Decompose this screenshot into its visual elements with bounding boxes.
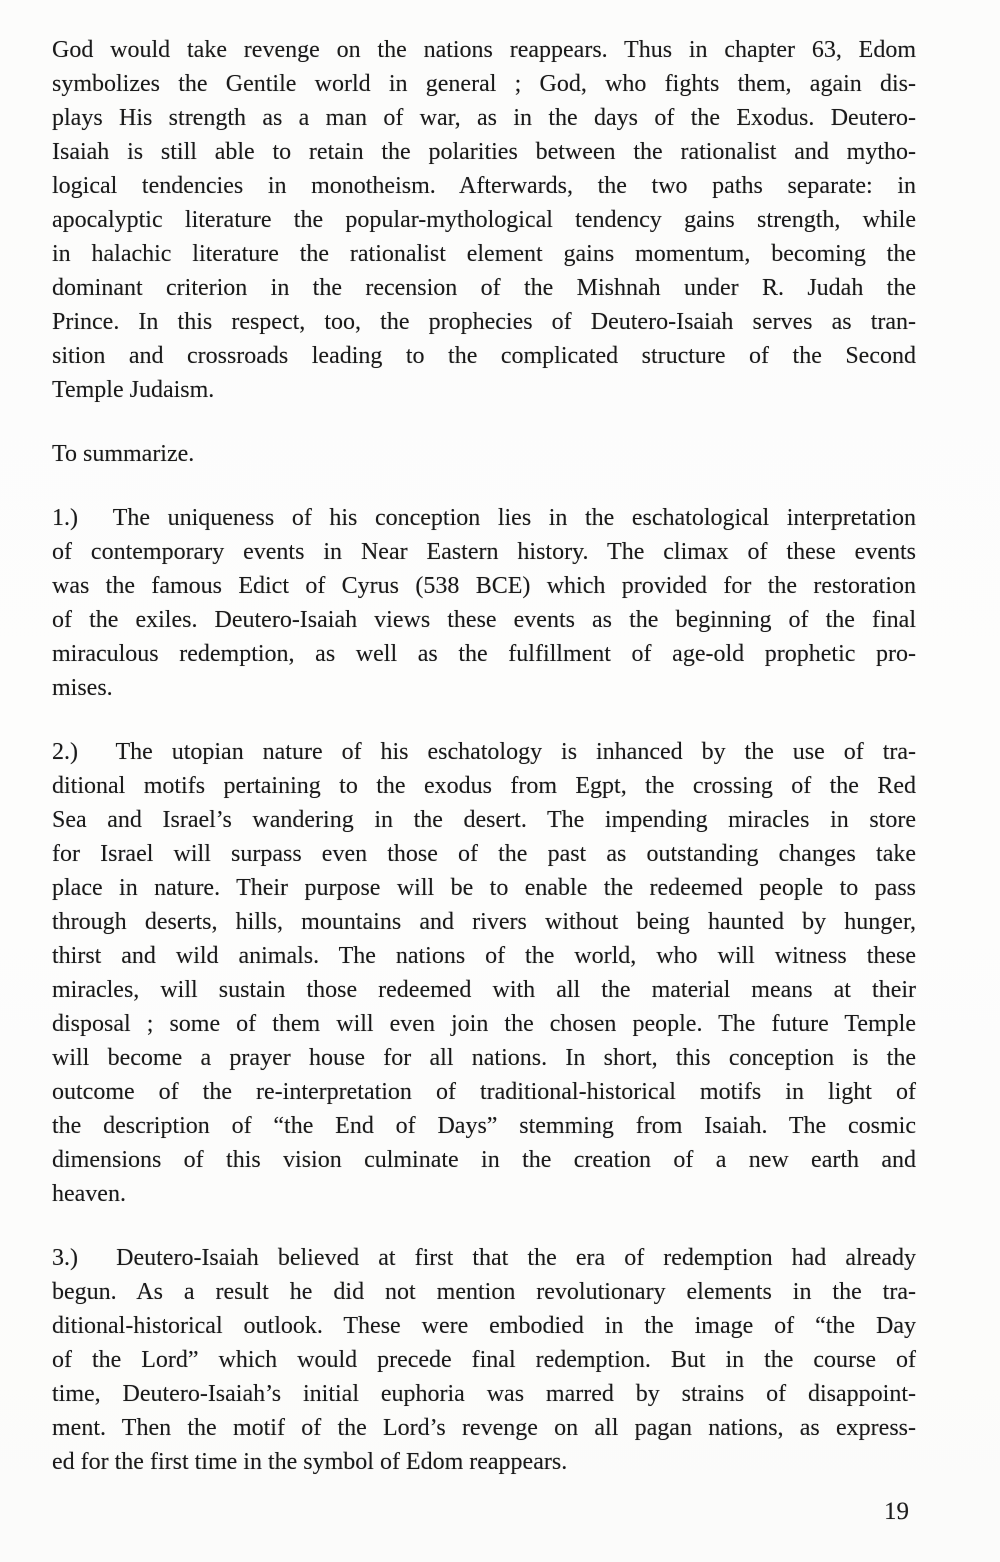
paragraph-point-3	[52, 1241, 916, 1479]
text-line: Sea and Israel’s wandering in the desert. The impending miracles in store	[52, 807, 916, 833]
text-line: To summarize.	[52, 441, 195, 467]
text-line: ed for the first time in the symbol of Edom reappears.	[52, 1449, 568, 1475]
text-line: mises.	[52, 675, 113, 701]
text-line: logical tendencies in monotheism. Afterwards, the two paths separate: in	[52, 173, 916, 199]
text-line: 2.) The utopian nature of his eschatology is inhanced by the use of tra-	[52, 739, 916, 765]
text-line: of contemporary events in Near Eastern history. The climax of these events	[52, 539, 916, 565]
text-line: heaven.	[52, 1181, 126, 1207]
page-text	[52, 33, 916, 1479]
text-line: miraculous redemption, as well as the fulfillment of age-old prophetic pro-	[52, 641, 916, 667]
text-line: ment. Then the motif of the Lord’s revenge on all pagan nations, as express-	[52, 1415, 916, 1441]
text-line: time, Deutero-Isaiah’s initial euphoria was marred by strains of disappoint-	[52, 1381, 916, 1407]
text-line: for Israel will surpass even those of the past as outstanding changes take	[52, 841, 916, 867]
text-line: the description of “the End of Days” stemming from Isaiah. The cosmic	[52, 1113, 916, 1139]
text-line: was the famous Edict of Cyrus (538 BCE) which provided for the restoration	[52, 573, 916, 599]
text-line: Temple Judaism.	[52, 377, 215, 403]
text-line: through deserts, hills, mountains and rivers without being haunted by hunger,	[52, 909, 916, 935]
text-line: apocalyptic literature the popular-mythological tendency gains strength, while	[52, 207, 916, 233]
page-number: 19	[884, 1498, 909, 1525]
text-line: miracles, will sustain those redeemed with all the material means at their	[52, 977, 916, 1003]
paragraph-point-1	[52, 501, 916, 705]
text-line: Isaiah is still able to retain the polarities between the rationalist and mytho-	[52, 139, 916, 165]
text-line: dimensions of this vision culminate in the creation of a new earth and	[52, 1147, 916, 1173]
text-line: of the Lord” which would precede final redemption. But in the course of	[52, 1347, 916, 1373]
text-line: ditional-historical outlook. These were embodied in the image of “the Day	[52, 1313, 916, 1339]
text-line: sition and crossroads leading to the complicated structure of the Second	[52, 343, 916, 369]
text-line: ditional motifs pertaining to the exodus from Egpt, the crossing of the Red	[52, 773, 916, 799]
text-line: 3.) Deutero-Isaiah believed at first that the era of redemption had already	[52, 1245, 916, 1271]
text-line: disposal ; some of them will even join the chosen people. The future Temple	[52, 1011, 916, 1037]
paragraph-intro	[52, 33, 916, 407]
text-line: begun. As a result he did not mention revolutionary elements in the tra-	[52, 1279, 916, 1305]
text-line: plays His strength as a man of war, as in the days of the Exodus. Deutero-	[52, 105, 916, 131]
text-line: of the exiles. Deutero-Isaiah views these events as the beginning of the final	[52, 607, 916, 633]
text-line: will become a prayer house for all nations. In short, this conception is the	[52, 1045, 916, 1071]
text-line: thirst and wild animals. The nations of the world, who will witness these	[52, 943, 916, 969]
text-line: outcome of the re-interpretation of traditional-historical motifs in light of	[52, 1079, 916, 1105]
paragraph-summarize	[52, 437, 916, 471]
text-line: God would take revenge on the nations reappears. Thus in chapter 63, Edom	[52, 37, 916, 63]
text-line: symbolizes the Gentile world in general ; God, who fights them, again dis-	[52, 71, 916, 97]
text-line: in halachic literature the rationalist element gains momentum, becoming the	[52, 241, 916, 267]
text-line: place in nature. Their purpose will be to enable the redeemed people to pass	[52, 875, 916, 901]
text-line: Prince. In this respect, too, the prophecies of Deutero-Isaiah serves as tran-	[52, 309, 916, 335]
text-line: dominant criterion in the recension of the Mishnah under R. Judah the	[52, 275, 916, 301]
paragraph-point-2	[52, 735, 916, 1211]
text-line: 1.) The uniqueness of his conception lies in the eschatological interpretation	[52, 505, 916, 531]
